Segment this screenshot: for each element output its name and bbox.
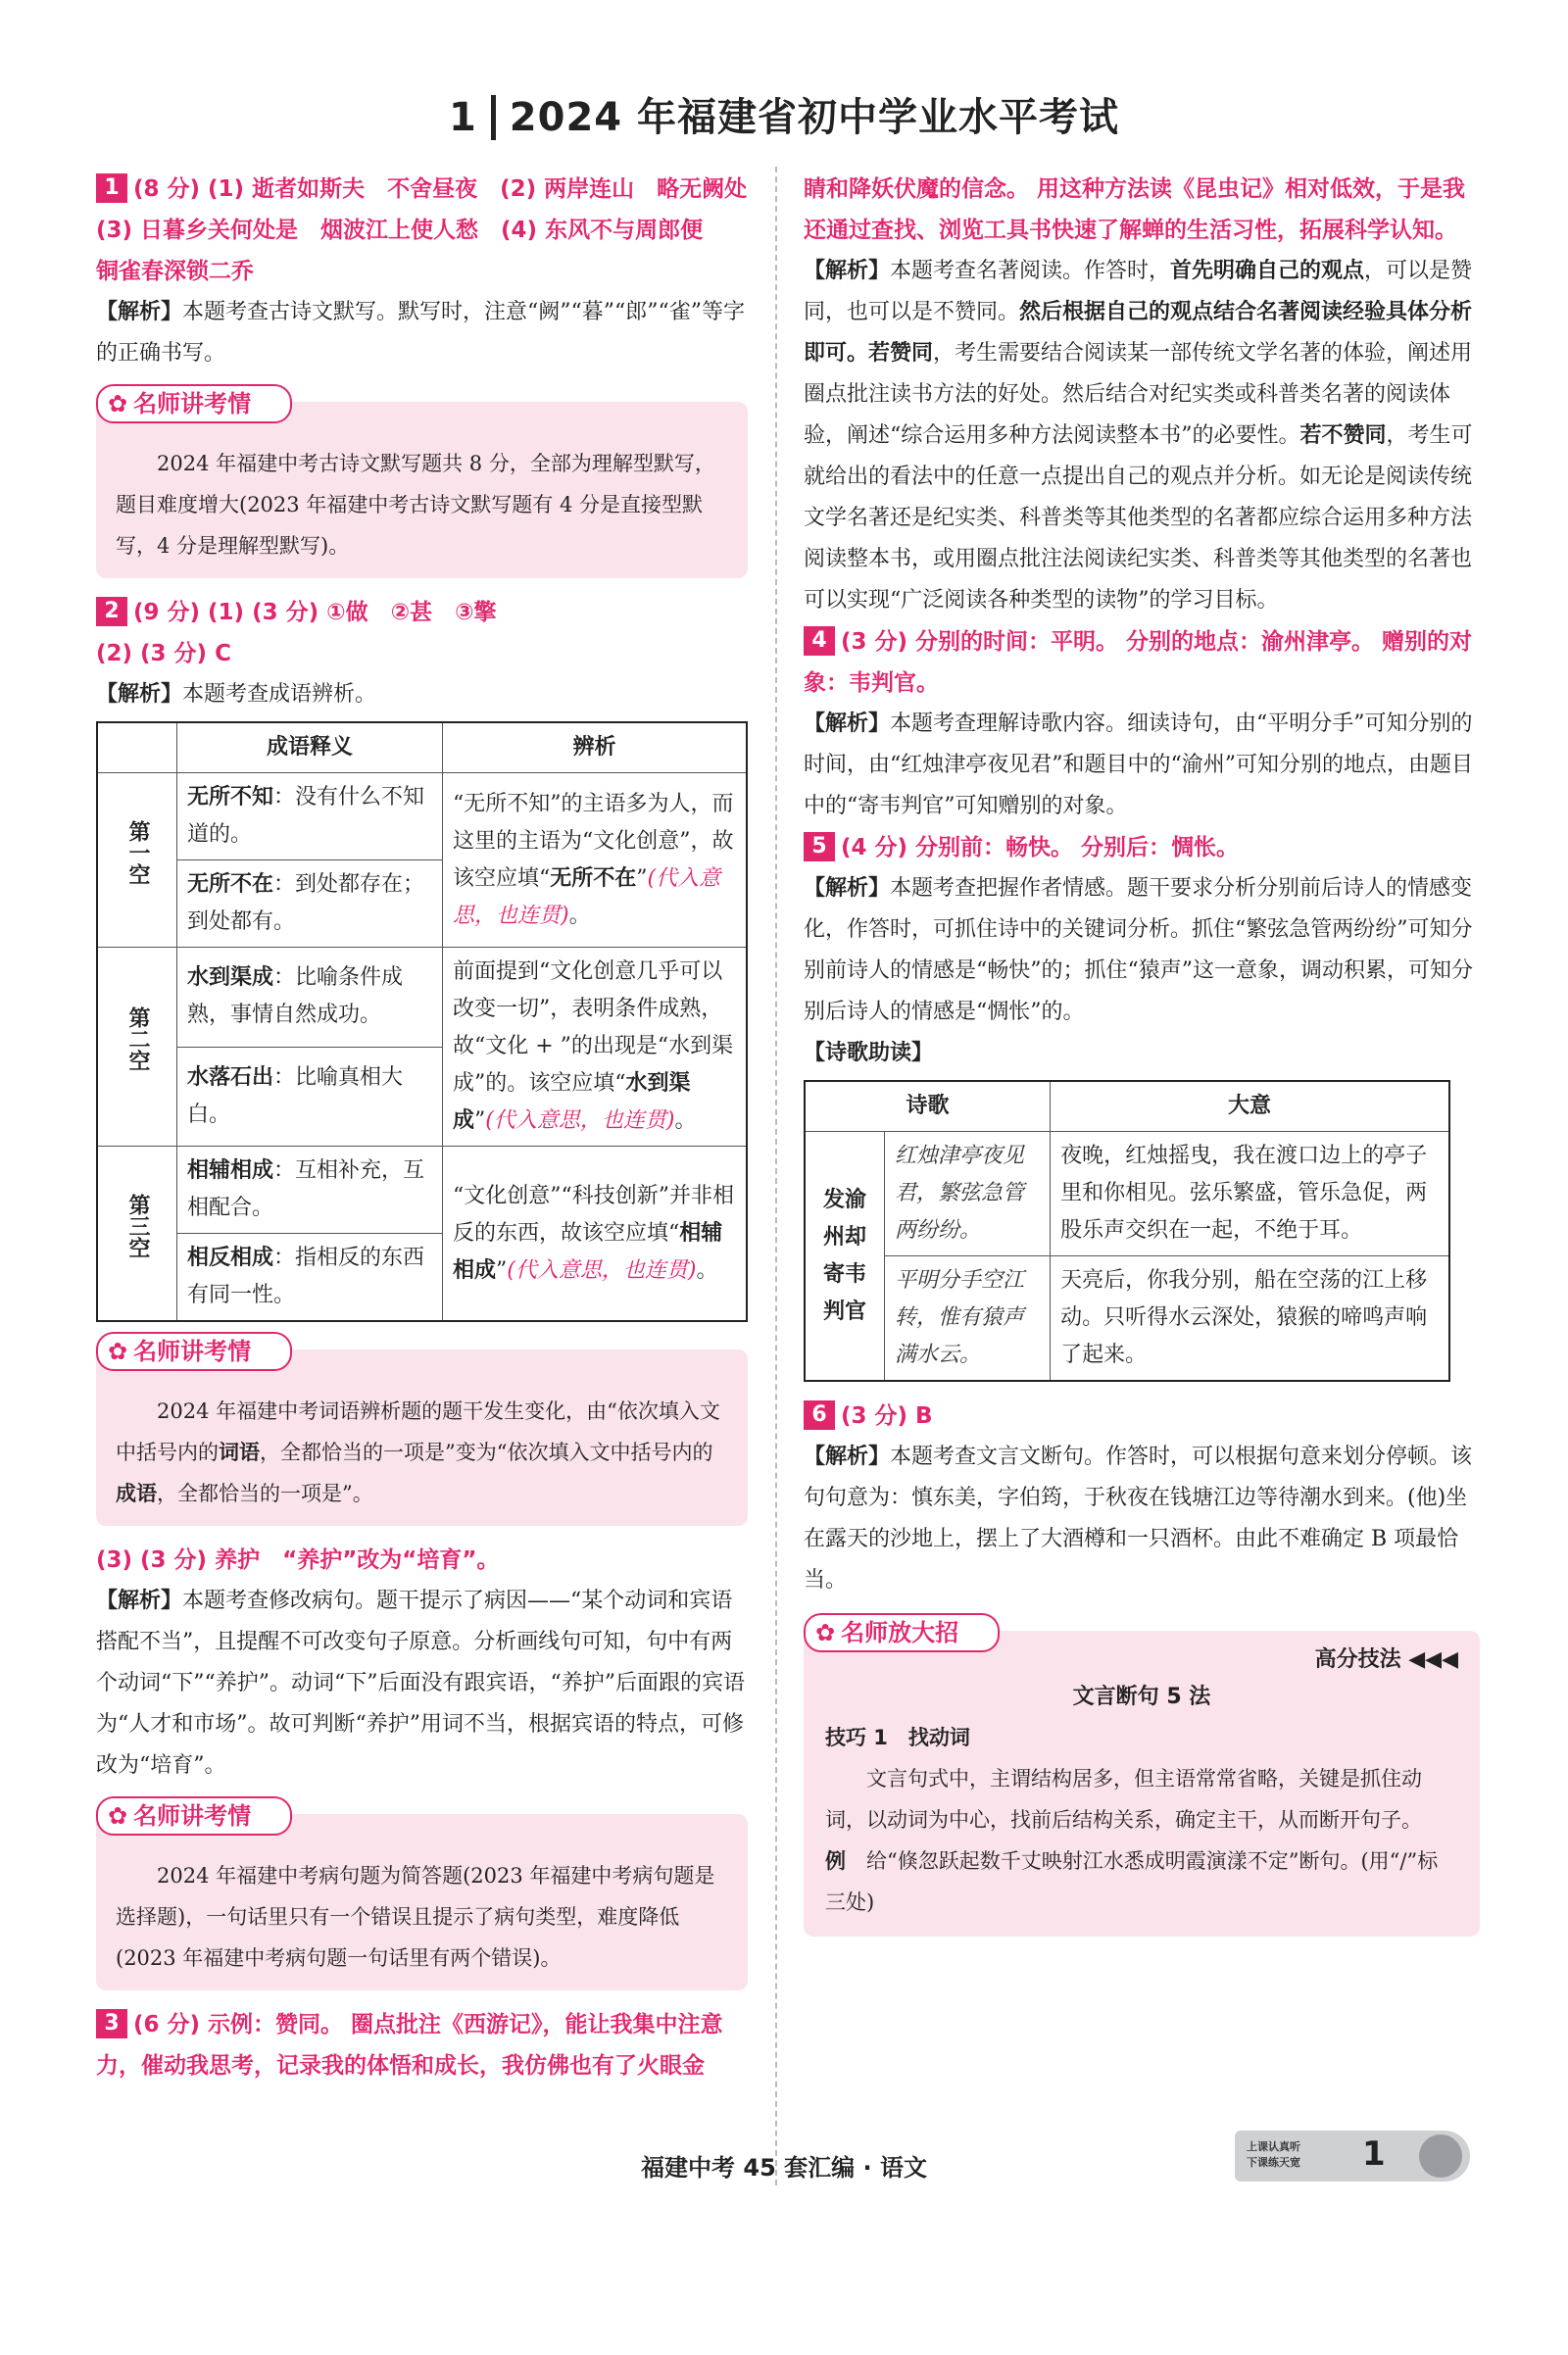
slot-2: 第二空	[97, 948, 177, 1147]
idiom-row: 相反相成：指相反的东西有同一性。	[177, 1234, 443, 1322]
idiom-analysis: 前面提到“文化创意几乎可以改变一切”，表明条件成熟，故“文化 + ”的出现是“水到渠成”的。该空应填“水到渠成”(代入意思，也连贯)。	[443, 948, 748, 1147]
left-column	[96, 169, 770, 2086]
q1-analysis: 【解析】本题考查古诗文默写。默写时，注意“阙”“暮”“郎”“雀”等字的正确书写。	[96, 300, 745, 366]
q2-answer-line1: 2 (9 分) (1) (3 分) ①做 ②甚 ③擎	[96, 592, 748, 633]
idiom-analysis: “文化创意”“科技创新”并非相反的东西，故该空应填“相辅相成”(代入意思，也连贯)。	[443, 1147, 748, 1322]
q2-3-answer: (3) (3 分) 养护 “养护”改为“培育”。	[96, 1547, 500, 1573]
page-slogan: 上课认真听 下课练天宽	[1247, 2140, 1300, 2169]
page-title	[0, 86, 1568, 142]
q1-number: 1	[96, 173, 127, 203]
poem-line: 平明分手空江转，惟有猿声满水云。	[885, 1256, 1051, 1382]
idiom-row: 无所不知：没有什么不知道的。	[177, 773, 443, 860]
idiom-row: 水落石出：比喻真相大白。	[177, 1047, 443, 1147]
page-badge	[1235, 2131, 1470, 2182]
teacher-note-tag: ✿ 名师讲考情	[96, 1796, 292, 1836]
q2-3-analysis: 【解析】本题考查修改病句。题干提示了病因——“某个动词和宾语搭配不当”，且提醒不可改变句子原意。分析画线句可知，句中有两个动词“下”“养护”。动词“下”后面没有跟宾语，“养护”后面跟的宾语为“人才和市场”。故可判断“养护”用词不当，根据宾语的特点，可修改为“培育”。	[96, 1589, 745, 1778]
q5-number: 5	[804, 832, 835, 861]
idiom-table	[96, 721, 748, 1322]
teacher-note-tag: ✿ 名师讲考情	[96, 384, 292, 423]
page-number: 1	[1362, 2134, 1386, 2174]
poem-meaning: 天亮后，你我分别，船在空荡的江上移动。只听得水云深处，猿猴的啼鸣声响了起来。	[1051, 1256, 1449, 1382]
mascot-icon	[1419, 2134, 1462, 2178]
poem-line: 红烛津亭夜见君，繁弦急管两纷纷。	[885, 1132, 1051, 1256]
mascot-icon: ✿	[108, 1338, 128, 1365]
tip-highlight: 高分技法 ◀◀◀	[1314, 1647, 1458, 1672]
teacher-note-box-1	[96, 390, 748, 578]
q6-number: 6	[804, 1400, 835, 1430]
idiom-row: 无所不在：到处都存在；到处都有。	[177, 860, 443, 948]
q2-analysis: 【解析】本题考查成语辨析。	[96, 682, 377, 707]
idiom-row: 水到渠成：比喻条件成熟，事情自然成功。	[177, 948, 443, 1048]
q4-answer: 4 (3 分) 分别的时间：平明。 分别的地点：渝州津亭。 赠别的对象：韦判官。	[804, 628, 1473, 696]
mascot-icon: ✿	[815, 1619, 836, 1646]
idiom-table-header-meaning: 成语释义	[177, 722, 443, 773]
teacher-note-text: 2024 年福建中考病句题为简答题(2023 年福建中考病句题是选择题)，一句话里只有一个错误且提示了病句类型，难度降低(2023 年福建中考病句题一句话里有两个错误)。	[116, 1864, 715, 1970]
tip-tag: ✿ 名师放大招	[804, 1613, 1000, 1652]
poem-help-label: 【诗歌助读】	[804, 1041, 934, 1065]
paper-title: 2024 年福建省初中学业水平考试	[509, 95, 1120, 140]
q2-number: 2	[96, 597, 127, 626]
mascot-icon: ✿	[108, 390, 128, 417]
slot-1: 第一空	[97, 773, 177, 948]
poem-title: 发渝州却寄韦判官	[805, 1132, 885, 1382]
q5-analysis: 【解析】本题考查把握作者情感。题干要求分析分别前后诗人的情感变化，作答时，可抓住诗中的关键词分析。抓住“繁弦急管两纷纷”可知分别前诗人的情感是“畅快”的；抓住“猿声”这一意象，调动积累，可知分别后诗人的情感是“惆怅”的。	[804, 876, 1473, 1024]
q6-analysis: 【解析】本题考查文言文断句。作答时，可以根据句意来划分停顿。该句句意为：慎东美，字伯筠，于秋夜在钱塘江边等待潮水到来。(他)坐在露天的沙地上，摆上了大酒樽和一只酒杯。由此不难确定 B 项最恰当。	[804, 1445, 1473, 1593]
teacher-note-box-3	[96, 1802, 748, 1990]
idiom-table-corner	[97, 722, 177, 773]
teacher-note-text: 2024 年福建中考词语辨析题的题干发生变化，由“依次填入文中括号内的词语，全都恰当的一项是”变为“依次填入文中括号内的成语，全都恰当的一项是”。	[116, 1399, 720, 1505]
teacher-note-box-2	[96, 1338, 748, 1526]
poem-table-header-poem: 诗歌	[805, 1081, 1051, 1132]
q6-answer: 6 (3 分) B	[804, 1396, 1480, 1437]
column-divider	[775, 167, 777, 2185]
q5-answer: 5 (4 分) 分别前：畅快。 分别后：惆怅。	[804, 827, 1480, 868]
q3-answer: 3 (6 分) 示例：赞同。 圈点批注《西游记》，能让我集中注意力，催动我思考，记录我的体悟和成长，我仿佛也有了火眼金	[96, 2011, 723, 2079]
tip-box	[804, 1619, 1480, 1937]
q3-analysis: 【解析】本题考查名著阅读。作答时，首先明确自己的观点，可以是赞同，也可以是不赞同。然后根据自己的观点结合名著阅读经验具体分析即可。若赞同，考生需要结合阅读某一部传统文学名著的体验，阐述用圈点批注读书方法的好处。然后结合对纪实类或科普类名著的阅读体验，阐述“综合运用多种方法阅读整本书”的必要性。若不赞同，考生可就给出的看法中的任意一点提出自己的观点并分析。如无论是阅读传统文学名著还是纪实类、科普类等其他类型的名著都应综合运用多种方法阅读整本书，或用圈点批注法阅读纪实类、科普类等其他类型的名著也可以实现“广泛阅读各种类型的读物”的学习目标。	[804, 259, 1473, 613]
tip-title: 文言断句 5 法	[1072, 1685, 1211, 1709]
tip-skill: 技巧 1 找动词	[825, 1726, 970, 1749]
q2-answer-line2: (2) (3 分) C	[96, 641, 231, 666]
q1-answer: 1 (8 分) (1) 逝者如斯夫 不舍昼夜 (2) 两岸连山 略无阙处 (3) 日暮乡关何处是 烟波江上使人愁 (4) 东风不与周郎便 铜雀春深锁二乔	[96, 175, 770, 284]
paper-number: 1	[449, 95, 496, 140]
q3-number: 3	[96, 2009, 127, 2038]
footer-title: 福建中考 45 套汇编 · 语文	[641, 2154, 927, 2182]
right-column	[804, 169, 1480, 1937]
idiom-analysis: “无所不知”的主语多为人，而这里的主语为“文化创意”，故该空应填“无所不在”(代入意思，也连贯)。	[443, 773, 748, 948]
q4-number: 4	[804, 626, 835, 656]
idiom-row: 相辅相成：互相补充，互相配合。	[177, 1147, 443, 1234]
q3-answer-continued: 睛和降妖伏魔的信念。 用这种方法读《昆虫记》相对低效，于是我还通过查找、浏览工具书快速了解蝉的生活习性，拓展科学认知。	[804, 176, 1466, 243]
slot-3: 第三空	[97, 1147, 177, 1322]
poem-table	[804, 1080, 1450, 1382]
poem-meaning: 夜晚，红烛摇曳，我在渡口边上的亭子里和你相见。弦乐繁盛，管乐急促，两股乐声交织在一起，不绝于耳。	[1051, 1132, 1449, 1256]
teacher-note-tag: ✿ 名师讲考情	[96, 1332, 292, 1371]
poem-table-header-meaning: 大意	[1051, 1081, 1449, 1132]
teacher-note-text: 2024 年福建中考古诗文默写题共 8 分，全部为理解型默写，题目难度增大(2023 年福建中考古诗文默写题有 4 分是直接型默写，4 分是理解型默写)。	[116, 452, 715, 558]
q4-analysis: 【解析】本题考查理解诗歌内容。细读诗句，由“平明分手”可知分别的时间，由“红烛津亭夜见君”和题目中的“渝州”可知分别的地点，由题目中的“寄韦判官”可知赠别的对象。	[804, 711, 1473, 818]
tip-text: 文言句式中，主谓结构居多，但主语常常省略，关键是抓住动词，以动词为中心，找前后结构关系，确定主干，从而断开句子。	[825, 1767, 1422, 1832]
mascot-icon: ✿	[108, 1802, 128, 1830]
idiom-table-header-analysis: 辨析	[443, 722, 748, 773]
tip-example: 例 给“倏忽跃起数千丈映射江水悉成明霞演漾不定”断句。(用“/”标三处)	[825, 1849, 1439, 1914]
